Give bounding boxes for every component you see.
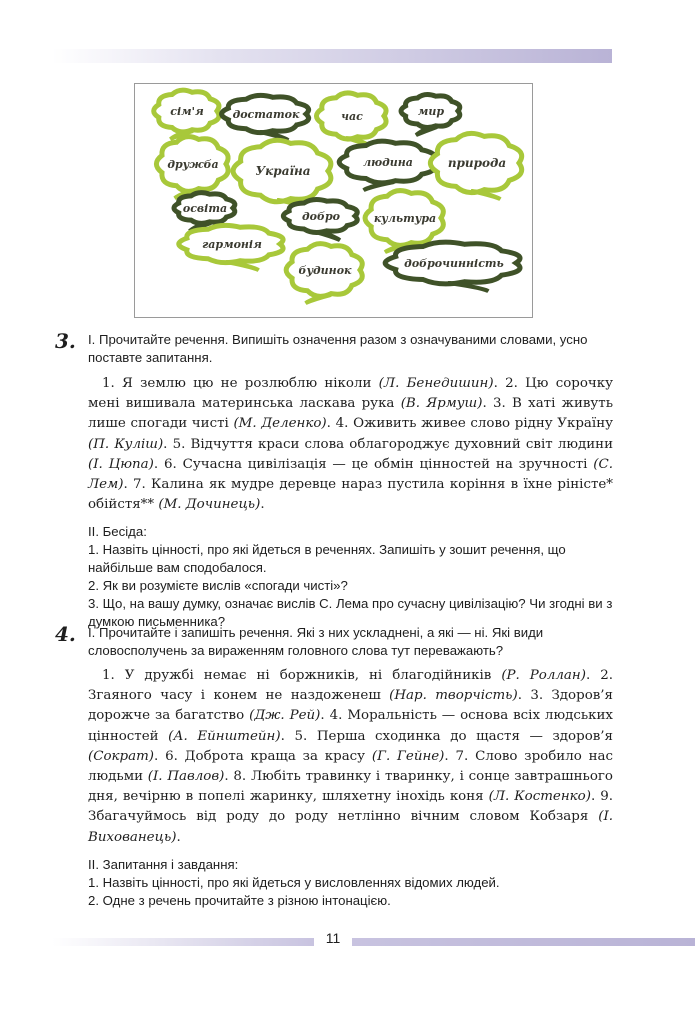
task-3-instruction: І. Прочитайте речення. Випишіть означення разом з означуваними словами, усно поставте запитання.: [88, 332, 588, 365]
task-4-number: 4.: [55, 622, 76, 646]
task-3-question: 3. Що, на вашу думку, означає вислів С. Лема про сучасну цивілізацію? Чи згодні ви з думкою письменника?: [88, 596, 613, 630]
word-bubble: [339, 141, 435, 190]
page-number: 11: [325, 930, 341, 946]
word-bubble: [154, 90, 219, 139]
bubble-word: природа: [447, 156, 507, 170]
task-3-sentence-number: 1.: [102, 376, 123, 391]
word-bubble: [401, 95, 460, 135]
task-4-sentence-source: (Г. Гейне): [371, 748, 445, 764]
word-bubble: [286, 244, 362, 303]
bubble-word: достаток: [232, 108, 300, 121]
task-4-question: 2. Одне з речень прочитайте з різною інтонацією.: [88, 892, 391, 908]
task-3-sentence-text: В хаті живуть лише спогади чисті: [88, 396, 613, 432]
bubble-word: гармонія: [202, 238, 262, 251]
word-bubble: [316, 93, 386, 146]
task-3-sentence-source: (І. Цюпа): [88, 456, 154, 472]
word-bubble: [430, 133, 521, 199]
bubble-word: час: [341, 110, 363, 123]
word-bubble: [283, 200, 357, 240]
task-3-question: 2. Як ви розумієте вислів «спогади чисті»?: [88, 578, 348, 594]
task-3-sentence-source: (М. Деленко): [233, 416, 327, 432]
task-4-sentence-text: Моральність — основа всіх людських цінностей: [88, 708, 613, 744]
task-3-sentence-number: 5.: [172, 436, 191, 452]
word-cloud-svg: [135, 84, 532, 317]
bubble-word: освіта: [182, 202, 228, 215]
task-3-sentence-source: (С. Лем): [88, 456, 614, 493]
task-4-part2-title: ІІ. Запитання і завдання:: [88, 856, 239, 872]
task-3-sentence-source: (П. Куліш): [88, 436, 164, 452]
task-4-sentence-text: Любіть травинку і тваринку, і сонце завтрашнього дня, вечірню в попелі жаринку, шляхетну інохідь коня: [88, 769, 613, 805]
task-4-sentence-number: 2.: [600, 668, 613, 683]
bubble-word: культура: [373, 212, 437, 225]
task-4-sentence-text: Перша сходинка до щастя — здоров’я: [316, 728, 613, 744]
task-4-sentences: 1. У дружбі немає ні боржників, ні благодійників (Р. Роллан). 2. Згаяного часу і конем не наздоженеш (Нар. творчість). 3. Здоров’я дорожче за багатство (Дж. Рей). 4. Моральність — основа всіх людських цінностей (А. Ейнштейн). 5. Перша сходинка до щастя — здоров’я (Сократ). 6. Доброта краща за красу (Г. Гейне). 7. Слово зробило нас людьми (І. Павлов). 8. Любіть травинку і тваринку, і сонце завтрашнього дня, вечірню в попелі жаринку, шляхетну інохідь коня (Л. Костенко). 9. Збагачуймось від роду до роду нетлінно вічним словом Кобзаря (І. Вихованець).: [88, 668, 614, 845]
task-3-sentence-number: 7.: [132, 477, 152, 493]
task-3-part2-title: ІІ. Бесіда:: [88, 524, 147, 540]
header-decor-bar: [52, 49, 612, 63]
task-3-sentence-text: Калина як мудре деревце нараз пустила коріння в їхне ріністе* обійстя**: [88, 477, 613, 513]
word-bubble: [179, 225, 283, 270]
bubble-tail: [416, 127, 437, 135]
task-4-sentence-source: (Нар. творчість): [389, 688, 518, 704]
footer-decor-bar-left: [52, 938, 314, 946]
task-3: [88, 331, 613, 631]
task-4-sentence-text: Згаяного часу і конем не наздоженеш: [88, 688, 390, 704]
task-3-sentence-text: Я землю цю не розлюблю ніколи: [122, 376, 379, 391]
task-4-sentence-number: 1.: [102, 668, 125, 683]
task-4-sentence-source: (І. Вихованець): [88, 809, 613, 845]
task-4-sentence-source: (Р. Роллан): [501, 668, 586, 683]
bubble-word: будинок: [298, 264, 352, 277]
task-4-sentence-source: (І. Павлов): [147, 769, 225, 785]
task-4-sentence-source: (А. Ейнштейн): [168, 728, 281, 744]
task-4-sentence-text: Доброта краща за красу: [184, 748, 372, 764]
word-bubble: [222, 95, 309, 140]
bubble-word: Україна: [255, 164, 311, 178]
task-4-instruction: І. Прочитайте і запишіть речення. Які з них ускладнені, а які — ні. Які види словосполучень за вираженням головного слова тут переважають?: [88, 625, 544, 658]
word-bubble: [385, 242, 520, 291]
task-4-sentence-number: 5.: [294, 728, 317, 744]
task-4-sentence-number: 7.: [455, 748, 476, 764]
bubble-word: людина: [363, 156, 413, 169]
task-4-sentence-text: Слово зробило нас людьми: [88, 748, 613, 785]
task-4-question: 1. Назвіть цінності, про які йдеться у висловленнях відомих людей.: [88, 874, 500, 890]
task-4-sentence-number: 4.: [329, 708, 348, 724]
task-3-sentences: 1. Я землю цю не розлюблю ніколи (Л. Бенедишин). 2. Цю сорочку мені вишивала материнська ласкава рука (В. Ярмуш). 3. В хаті живуть лише спогади чисті (М. Деленко). 4. Оживить живее слово рідну Україну (П. Куліш). 5. Відчуття краси слова облагороджує духовний світ людини (І. Цюпа). 6. Сучасна цивілізація — це обмін цінностей на зручності (С. Лем). 7. Калина як мудре деревце нараз пустила коріння в їхне ріністе* обійстя** (М. Дочинець).: [88, 376, 614, 513]
task-3-question: 1. Назвіть цінності, про які йдеться в реченнях. Запишіть у зошит речення, що найбільше вам сподобалося.: [88, 542, 566, 576]
bubble-word: добро: [302, 210, 340, 223]
bubble-word: мир: [417, 105, 445, 118]
task-4-sentence-source: (Сократ): [88, 748, 155, 764]
task-4-sentence-number: 8.: [233, 769, 251, 785]
task-3-sentence-text: Відчуття краси слова облагороджує духовний світ людини: [190, 436, 613, 452]
task-3-sentence-text: Цю сорочку мені вишивала материнська ласкава рука: [88, 376, 613, 412]
task-3-sentence-number: 3.: [492, 396, 513, 412]
word-bubble: [156, 137, 228, 198]
word-cloud-figure: [134, 83, 533, 318]
task-4-sentence-number: 3.: [530, 688, 552, 704]
task-4: [88, 624, 613, 910]
task-3-sentence-source: (Л. Бенедишин): [378, 376, 494, 391]
bubble-word: сім'я: [170, 105, 204, 118]
task-4-sentence-source: (Дж. Рей): [249, 708, 321, 724]
task-3-sentence-source: (В. Ярмуш): [400, 396, 483, 412]
task-3-sentence-source: (М. Дочинець): [158, 497, 261, 513]
task-4-sentence-text: Здоров’я дорожче за багатство: [88, 688, 613, 724]
bubble-word: доброчинність: [404, 257, 504, 270]
task-4-sentence-text: Збагачуймось від роду до роду нетлінно вічним словом Кобзаря: [88, 809, 599, 825]
task-3-sentence-text: Оживить живее слово рідну Україну: [353, 416, 613, 432]
task-3-number: 3.: [55, 329, 76, 353]
bubble-tail: [306, 295, 331, 303]
task-4-sentence-number: 9.: [600, 789, 614, 805]
task-3-sentence-text: Сучасна цивілізація — це обмін цінностей на зручності: [182, 456, 594, 472]
task-4-sentence-number: 6.: [165, 748, 185, 764]
task-4-sentence-source: (Л. Костенко): [488, 789, 591, 805]
bubble-word: дружба: [167, 158, 219, 171]
task-4-sentence-text: У дружбі немає ні боржників, ні благодійників: [124, 668, 502, 683]
bubble-tail: [364, 182, 394, 190]
task-3-sentence-number: 4.: [335, 416, 354, 432]
footer-decor-bar-right: [352, 938, 695, 946]
task-3-sentence-number: 6.: [164, 456, 183, 472]
task-3-sentence-number: 2.: [505, 376, 526, 391]
